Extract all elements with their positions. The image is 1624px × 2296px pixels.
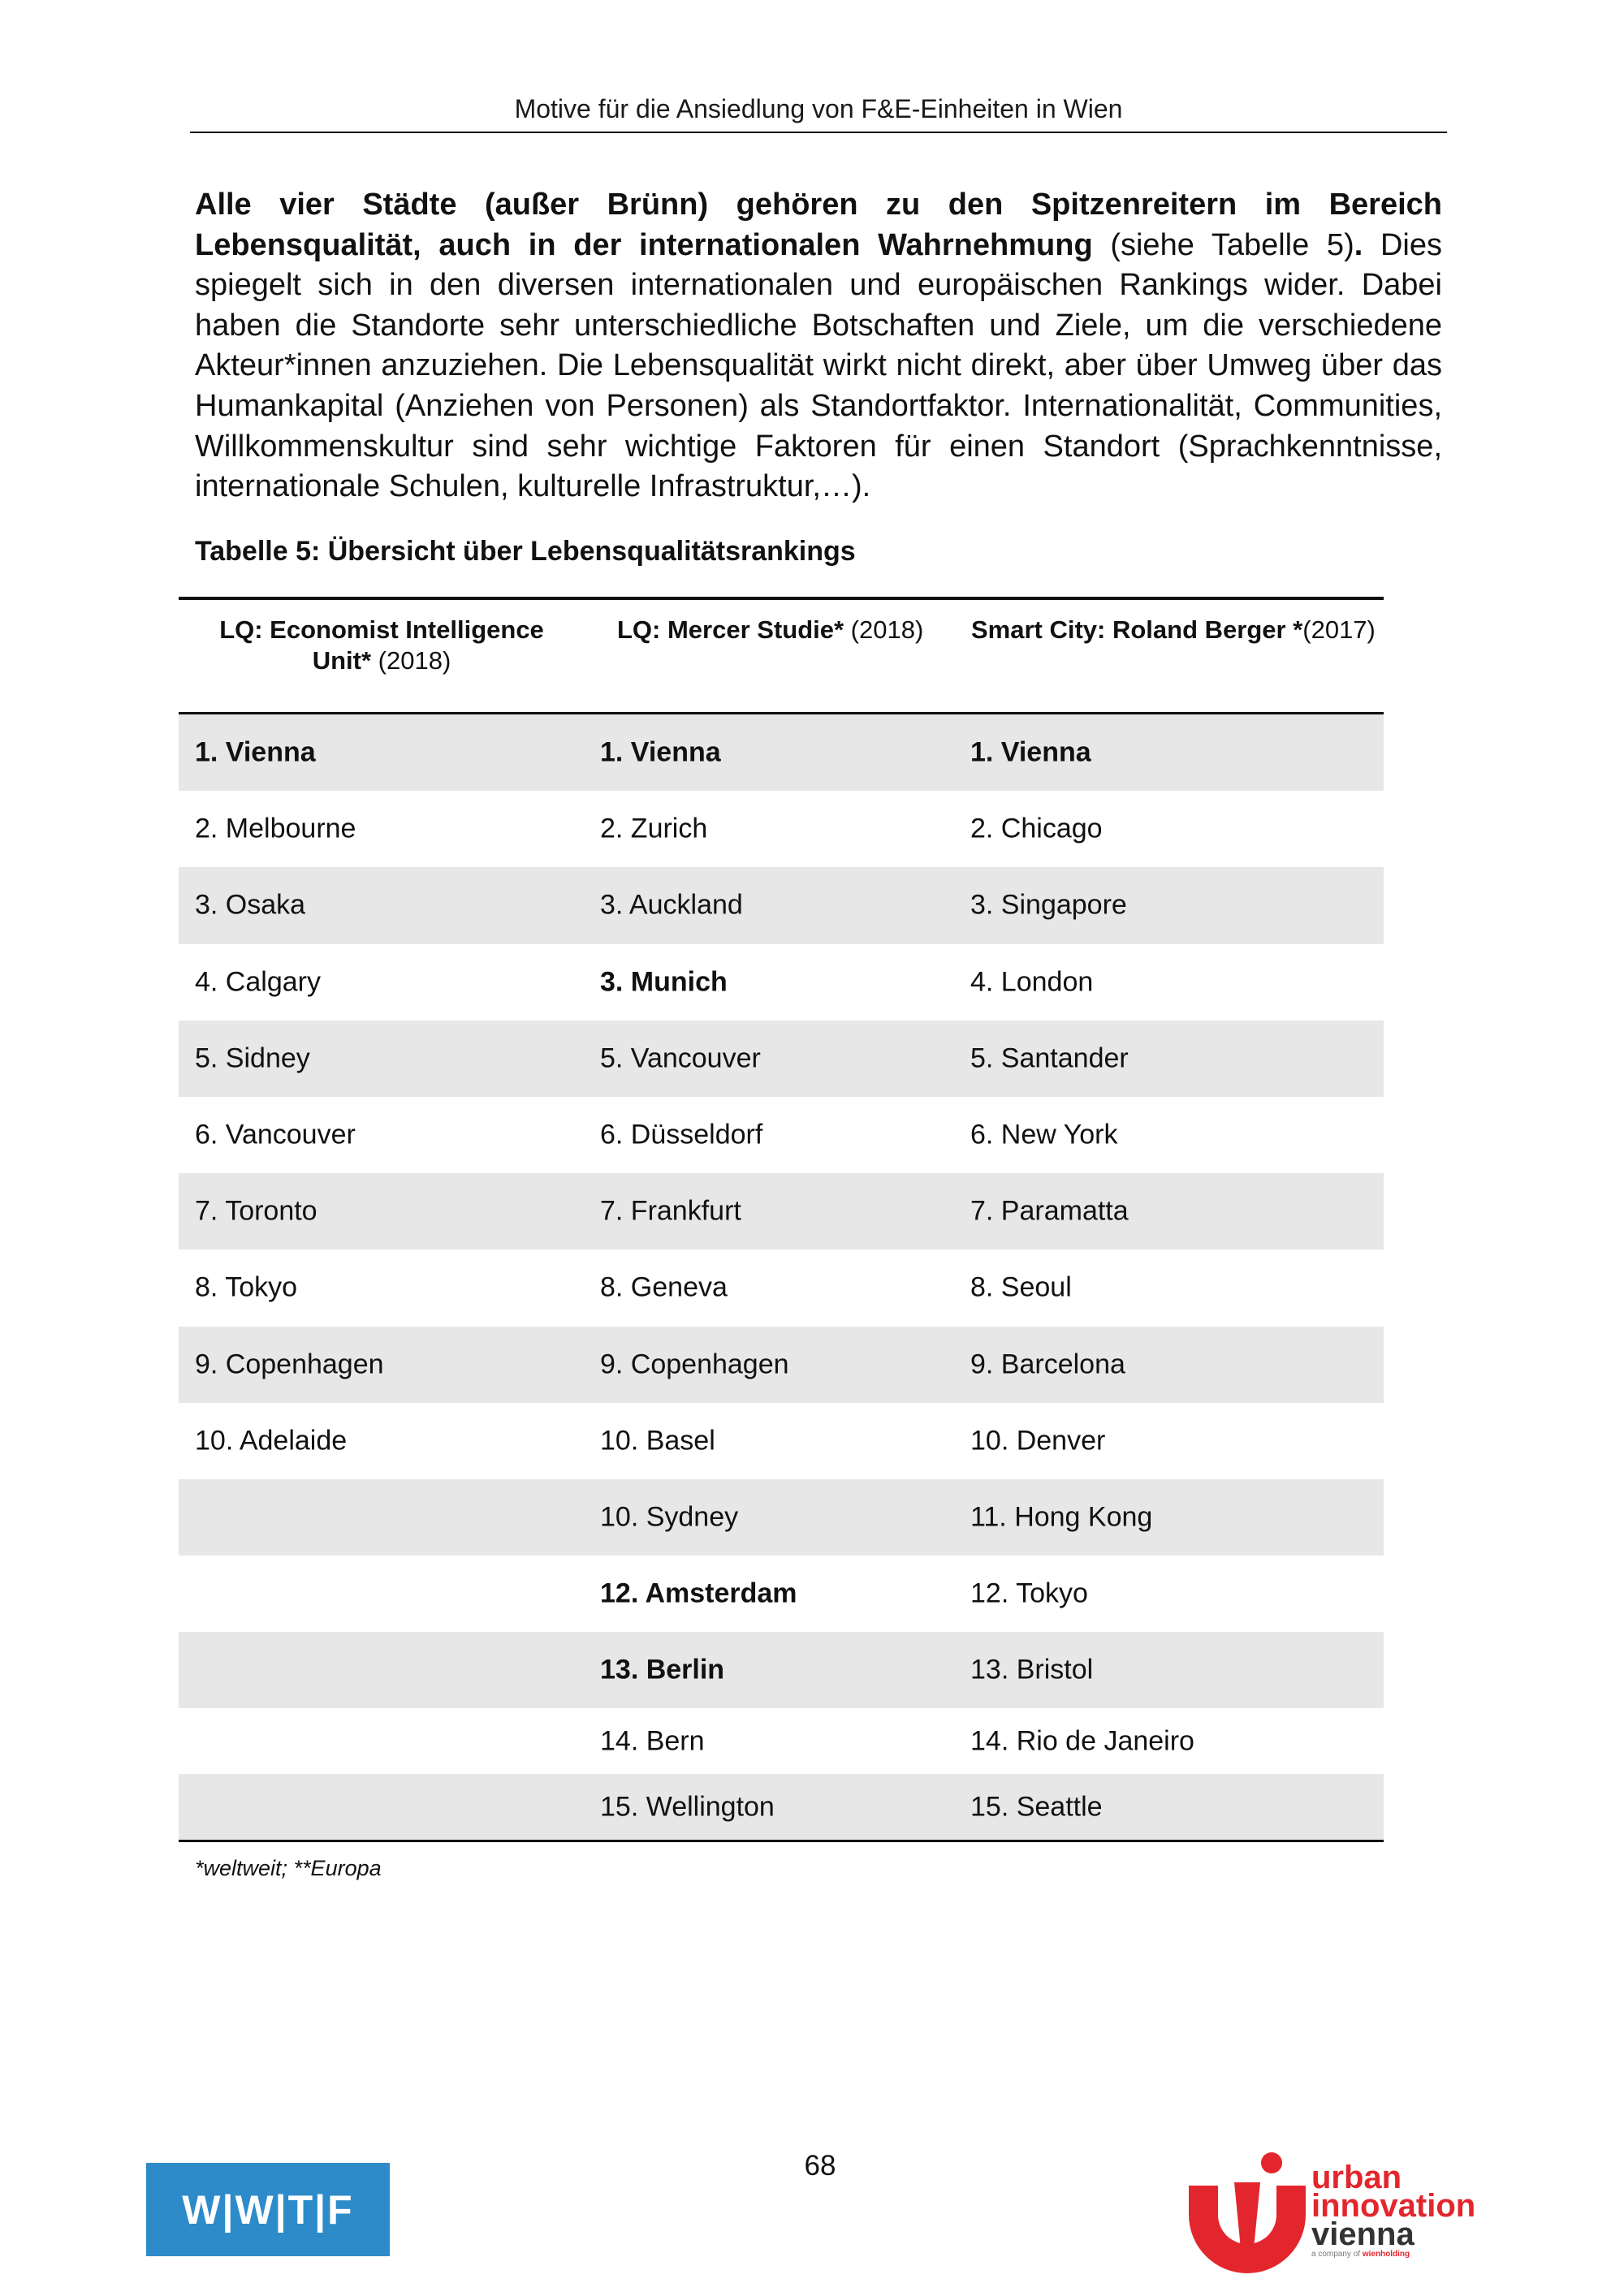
table-row — [179, 1173, 1384, 1249]
berger-cell: 9. Barcelona — [970, 1349, 1125, 1380]
header-divider — [190, 132, 1447, 133]
berger-cell: 12. Tokyo — [970, 1577, 1088, 1609]
mercer-cell: 15. Wellington — [600, 1791, 775, 1823]
table-footnote: *weltweit; **Europa — [195, 1856, 382, 1880]
berger-cell: 6. New York — [970, 1119, 1118, 1150]
eiu-cell: 1. Vienna — [195, 736, 316, 768]
uiv-word-urban: urban — [1311, 2160, 1402, 2195]
mercer-cell: 2. Zurich — [600, 813, 708, 844]
mercer-cell: 14. Bern — [600, 1725, 705, 1757]
berger-cell: 10. Denver — [970, 1425, 1106, 1457]
header-berger — [971, 615, 1377, 645]
berger-cell: 4. London — [970, 966, 1094, 998]
header-mercer-label: LQ: Mercer Studie* — [617, 615, 844, 644]
berger-cell: 1. Vienna — [970, 736, 1091, 768]
table-row — [179, 1708, 1384, 1774]
table-row — [179, 791, 1384, 867]
mercer-cell: 8. Geneva — [600, 1271, 728, 1303]
uiv-subline — [1311, 2249, 1475, 2260]
ranking-table — [179, 597, 1384, 1842]
header-mercer — [617, 615, 974, 645]
mercer-cell: 9. Copenhagen — [600, 1349, 789, 1380]
berger-cell: 3. Singapore — [970, 889, 1127, 921]
eiu-cell: 6. Vancouver — [195, 1119, 356, 1150]
mercer-cell: 1. Vienna — [600, 736, 721, 768]
eiu-cell: 8. Tokyo — [195, 1271, 298, 1303]
berger-cell: 7. Paramatta — [970, 1195, 1129, 1227]
uiv-subline-brand: wienholding — [1362, 2250, 1410, 2259]
table-header-row — [179, 600, 1384, 714]
intro-paragraph — [195, 185, 1442, 507]
berger-cell: 11. Hong Kong — [970, 1501, 1153, 1533]
header-eiu-label: LQ: Economist Intelligence Unit* — [219, 615, 544, 675]
mercer-cell: 3. Auckland — [600, 889, 743, 921]
table-row — [179, 1632, 1384, 1708]
berger-cell: 15. Seattle — [970, 1791, 1103, 1823]
uiv-word-vienna: vienna — [1311, 2216, 1415, 2252]
table-row — [179, 944, 1384, 1021]
mercer-cell: 12. Amsterdam — [600, 1577, 797, 1609]
uiv-word-innovation: innovation — [1311, 2188, 1476, 2224]
mercer-cell: 7. Frankfurt — [600, 1195, 741, 1227]
table-row — [179, 867, 1384, 943]
eiu-cell: 2. Melbourne — [195, 813, 356, 844]
header-mercer-year: (2018) — [844, 615, 924, 644]
running-header: Motive für die Ansiedlung von F&E-Einheiten in Wien — [514, 94, 1123, 123]
eiu-cell: 7. Toronto — [195, 1195, 317, 1227]
table-row — [179, 1403, 1384, 1479]
mercer-cell: 10. Sydney — [600, 1501, 739, 1533]
header-berger-label: Smart City: Roland Berger * — [971, 615, 1303, 644]
wwtf-logo — [146, 2163, 390, 2256]
mercer-cell: 6. Düsseldorf — [600, 1119, 763, 1150]
mercer-cell: 13. Berlin — [600, 1654, 725, 1685]
mercer-cell: 3. Munich — [600, 966, 728, 998]
table-bottom-rule — [179, 1840, 1384, 1842]
eiu-cell: 5. Sidney — [195, 1042, 310, 1074]
header-eiu-year: (2018) — [371, 646, 451, 675]
berger-cell: 14. Rio de Janeiro — [970, 1725, 1194, 1757]
eiu-cell: 3. Osaka — [195, 889, 306, 921]
header-eiu — [203, 615, 560, 676]
berger-cell: 5. Santander — [970, 1042, 1129, 1074]
table-row — [179, 1097, 1384, 1173]
table-row — [179, 1327, 1384, 1403]
table-row — [179, 1249, 1384, 1326]
table-row — [179, 1479, 1384, 1556]
intro-bold-text: Alle vier Städte (außer Brünn) gehören zu den Spitzenreitern im Bereich Lebensqualität, auch in der internationalen Wahrnehmung — [195, 188, 1442, 262]
eiu-cell: 9. Copenhagen — [195, 1349, 384, 1380]
table-row — [179, 1556, 1384, 1632]
page-number: 68 — [804, 2150, 836, 2182]
intro-reference: (siehe Tabelle 5) — [1092, 227, 1354, 262]
header-berger-year: (2017) — [1302, 615, 1376, 644]
urban-innovation-vienna-wordmark — [1311, 2160, 1476, 2260]
eiu-cell: 4. Calgary — [195, 966, 321, 998]
uiv-subline-text: a company of — [1311, 2250, 1361, 2259]
berger-cell: 8. Seoul — [970, 1271, 1072, 1303]
table-row — [179, 1021, 1384, 1097]
eiu-cell: 10. Adelaide — [195, 1425, 348, 1457]
table-caption: Tabelle 5: Übersicht über Lebensqualitätsrankings — [195, 536, 856, 567]
wwtf-logo-text: W|W|T|F — [182, 2186, 354, 2233]
table-row — [179, 1774, 1384, 1840]
intro-body-text: Dies spiegelt sich in den diversen internationalen und europäischen Rankings wider. Dabei haben die Standorte sehr unterschiedliche Botschaften und Ziele, um die verschiedene Akteur*innen anzuziehen. Die Lebensqualität wirkt nicht direkt, aber über Umweg über das Humankapital (Anziehen von Personen) als Standortfaktor. Internationalität, Communities, Willkommenskultur sind sehr wichtige Faktoren für einen Standort (Sprachkenntnisse, internationale Schulen, kulturelle Infrastruktur,…). — [195, 227, 1442, 504]
berger-cell: 13. Bristol — [970, 1654, 1094, 1685]
table-row — [179, 714, 1384, 791]
berger-cell: 2. Chicago — [970, 813, 1103, 844]
mercer-cell: 10. Basel — [600, 1425, 715, 1457]
intro-bold-dot: . — [1354, 227, 1363, 262]
mercer-cell: 5. Vancouver — [600, 1042, 761, 1074]
